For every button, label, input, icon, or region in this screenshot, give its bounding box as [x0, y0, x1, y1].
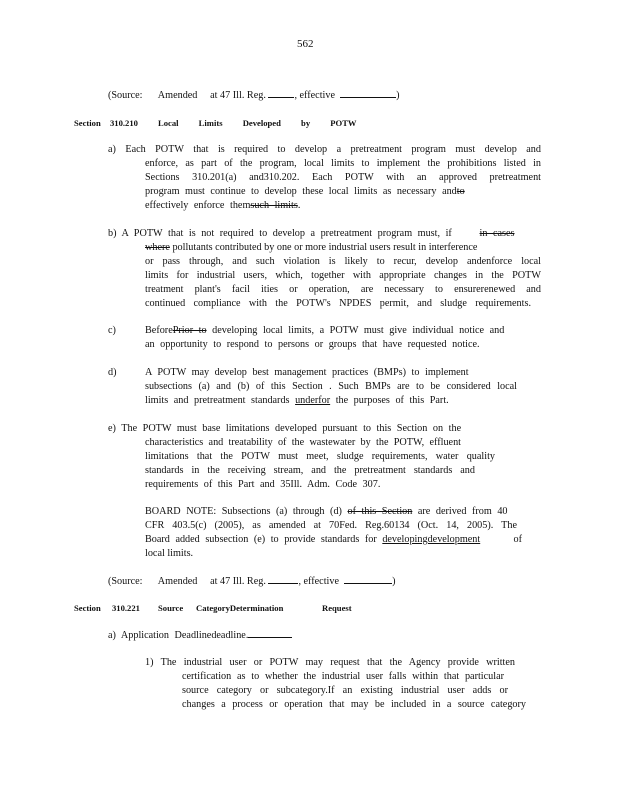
struck-text: of this Section	[347, 506, 413, 517]
subsection-b-line: or pass through, and such violation is likely to recur, develop andenforce local	[145, 256, 541, 267]
subsection-d-line: A POTW may develop best management practices (BMPs) to implement	[145, 367, 469, 378]
section-number: 310.221	[112, 603, 140, 613]
section-number: 310.210	[110, 118, 138, 128]
board-note-line: CFR 403.5(c) (2005), as amended at 70Fed. Reg.60134 (Oct. 14, 2005). The	[145, 520, 517, 531]
subsection-d-line: subsections (a) and (b) of this Section . Such BMPs are to be considered local	[145, 381, 517, 392]
subsection-e-line: characteristics and treatability of the wastewater by the POTW, effluent	[145, 437, 461, 448]
source-note-2: (Source: Amended at 47 Ill. Reg. , effective )	[108, 576, 396, 587]
subsection-c-line: BeforePrior to developing local limits, a POTW must give individual notice and	[145, 325, 505, 336]
board-note-line: Board added subsection (e) to provide standards for developingdevelopment of	[145, 534, 522, 545]
subsection-a-line: program must continue to develop these local limits as necessary andto	[145, 186, 465, 197]
struck-text: in cases	[479, 228, 515, 239]
paragraph-1-line: certification as to whether the industrial user falls within that particular	[182, 671, 504, 682]
struck-text: to	[456, 186, 465, 197]
underlined-text: underfor	[295, 395, 331, 406]
struck-text: such limits	[250, 200, 298, 211]
subsection-b-line: where pollutants contributed by one or more industrial users result in interference	[145, 242, 478, 253]
subsection-heading: a) Application Deadlinedeadline.	[108, 628, 292, 643]
page-number: 562	[297, 38, 314, 50]
subsection-d-label: d)	[108, 367, 117, 378]
underlined-text: developingdevelopment	[382, 534, 481, 545]
board-note-line: local limits.	[145, 548, 194, 559]
subsection-a-line: a) Each POTW that is required to develop a pretreatment program must develop and	[108, 144, 541, 155]
subsection-c-line: an opportunity to respond to persons or groups that have requested notice.	[145, 339, 480, 350]
paragraph-1-line: changes a process or operation that may be included in a source category	[182, 699, 526, 710]
subsection-e-line: e) The POTW must base limitations developed pursuant to this Section on the	[108, 423, 462, 434]
section-title-part: CategoryDetermination	[196, 603, 284, 613]
subsection-c-label: c)	[108, 325, 116, 336]
section-label: Section	[74, 603, 101, 613]
subsection-a-line: enforce, as part of the program, local limits to implement the prohibitions listed in	[145, 158, 541, 169]
source-note-1: (Source: Amended at 47 Ill. Reg. , effective )	[108, 90, 400, 101]
section-title-part: Request	[322, 603, 352, 613]
subsection-a-line: effectively enforce themsuch limits.	[145, 200, 301, 211]
section-label: Section	[74, 118, 101, 128]
subsection-b-line: limits for industrial users, which, together with appropriate changes in the POTW	[145, 270, 541, 281]
subsection-e-line: requirements of this Part and 35Ill. Adm. Code 307.	[145, 479, 381, 490]
struck-text: where	[145, 242, 170, 253]
board-note-line: BOARD NOTE: Subsections (a) through (d) of this Section are derived from 40	[145, 506, 508, 517]
subsection-b-line: b) A POTW that is not required to develop a pretreatment program must, if in cases	[108, 228, 515, 239]
subsection-d-line: limits and pretreatment standards underfor the purposes of this Part.	[145, 395, 449, 406]
section-title-part: Source	[158, 603, 184, 613]
paragraph-1-line: source category or subcategory.If an existing industrial user adds or	[182, 685, 508, 696]
paragraph-1-line: 1) The industrial user or POTW may request that the Agency provide written	[145, 657, 515, 668]
subsection-a-line: Sections 310.201(a) and310.202. Each POTW with an approved pretreatment	[145, 172, 541, 183]
section-title: Local Limits Developed by POTW	[158, 118, 357, 128]
struck-text: Prior to	[172, 325, 207, 336]
subsection-e-line: limitations that the POTW must meet, sludge requirements, water quality	[145, 451, 495, 462]
subsection-b-line: continued compliance with the POTW's NPDES permit, and sludge requirements.	[145, 298, 531, 309]
subsection-e-line: standards in the receiving stream, and the pretreatment standards and	[145, 465, 475, 476]
subsection-b-line: treatment plant's facil ities or operation, are necessary to ensurerenewed and	[145, 284, 541, 295]
